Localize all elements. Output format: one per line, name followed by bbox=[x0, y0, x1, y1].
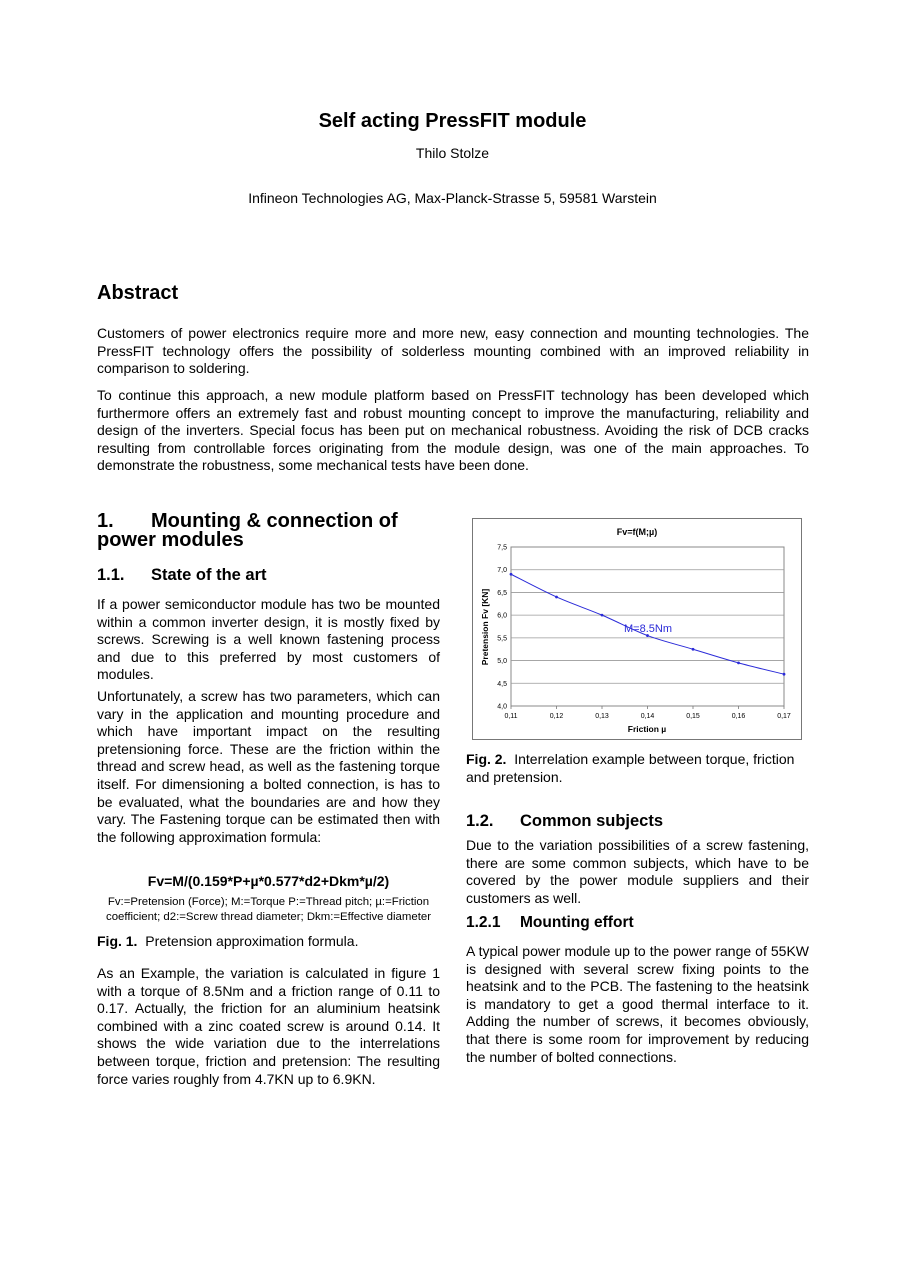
figure-2-chart-frame bbox=[472, 518, 802, 740]
author-name: Thilo Stolze bbox=[415, 145, 490, 161]
figure-2-label: Fig. 2. bbox=[466, 751, 507, 767]
section-1-2-paragraph-1: Due to the variation possibilities of a screw fastening, there are some common subjects, which have to be covered by the power module suppliers and their customers as well. bbox=[466, 837, 809, 906]
section-1-2-number: 1.2. bbox=[466, 812, 494, 830]
x-axis-tick-labels bbox=[504, 706, 790, 720]
series-annotation: M=8.5Nm bbox=[624, 623, 672, 635]
x-tick-label: 0,16 bbox=[731, 713, 746, 720]
figure-2-chart bbox=[473, 519, 801, 739]
data-point bbox=[692, 648, 695, 651]
y-tick-label: 4,5 bbox=[497, 680, 507, 688]
section-1-2-title: Common subjects bbox=[520, 812, 664, 830]
x-tick-label: 0,11 bbox=[504, 713, 518, 720]
figure-2-text: Interrelation example between torque, friction and pretension. bbox=[466, 751, 795, 785]
figure-1-text: Pretension approximation formula. bbox=[145, 933, 359, 949]
paper-title: Self acting PressFIT module bbox=[318, 110, 587, 132]
x-tick-label: 0,13 bbox=[595, 713, 609, 720]
section-1-1-paragraph-2: Unfortunately, a screw has two parameters, which can vary in the application and mounting procedure and which have important impact on the resulting pretensioning force. These are the friction within the thread and screw head, as well as the fastening torque itself. For dimensioning a bolted connection, is has to be evaluated, what the boundaries are and how they vary. The Fastening torque can be estimated then with the following approximation formula: bbox=[97, 688, 440, 845]
abstract-paragraph-2: To continue this approach, a new module platform based on PressFIT technology has been developed which furthermore offers an extremely fast and robust mounting concept to improve the manufacturing, reliability and design of the inverters. Special focus has been put on mechanical robustness. Avoiding the risk of DCB cracks resulting from controllable forces originating from the module design, was one of the main approaches. To demonstrate the robustness, some mechanical tests have been done. bbox=[97, 387, 809, 474]
affiliation: Infineon Technologies AG, Max-Planck-Strasse 5, 59581 Warstein bbox=[248, 190, 657, 206]
section-1-title-line-2: power modules bbox=[97, 529, 244, 551]
section-1-heading bbox=[97, 512, 440, 550]
section-1-2-heading bbox=[466, 812, 809, 831]
figure-1-label: Fig. 1. bbox=[97, 933, 138, 949]
section-1-2-1-title: Mounting effort bbox=[520, 914, 634, 931]
section-1-1-title: State of the art bbox=[151, 566, 267, 584]
section-1-2-1-heading bbox=[466, 914, 809, 932]
section-1-1-paragraph-3: As an Example, the variation is calculated in figure 1 with a torque of 8.5Nm and a friction range of 0.11 to 0.17. Actually, the friction for an aluminium heatsink combined with a zinc coated screw is around 0.14. It shows the wide variation due to the interrelations between torque, friction and pretension: The resulting force varies roughly from 4.7KN up to 6.9KN. bbox=[97, 965, 440, 1087]
y-tick-label: 4,0 bbox=[497, 703, 507, 711]
y-tick-label: 5,0 bbox=[497, 658, 507, 666]
figure-1-caption bbox=[97, 933, 440, 951]
section-1-2-1-paragraph-1: A typical power module up to the power range of 55KW is designed with several screw fixing points to the heatsink and to the PCB. The fastening to the heatsink is mandatory to get a good thermal interface to it. Adding the number of screws, it becomes obviously, that there is some room for improvement by reducing the number of bolted connections. bbox=[466, 943, 809, 1065]
data-point bbox=[601, 614, 604, 617]
y-tick-label: 6,5 bbox=[497, 589, 507, 597]
data-point bbox=[783, 673, 786, 676]
section-1-1-paragraph-1: If a power semiconductor module has two be mounted within a common inverter design, it is mostly fixed by screws. Screwing is a well known fastening process and due to this preferred by most customers of modules. bbox=[97, 596, 440, 683]
section-1-1-number: 1.1. bbox=[97, 566, 125, 584]
abstract-paragraph-1: Customers of power electronics require more and more new, easy connection and mounting technologies. The PressFIT technology offers the possibility of solderless mounting combined with an improved reliability in comparison to soldering. bbox=[97, 325, 809, 377]
pretension-formula: Fv=M/(0.159*P+µ*0.577*d2+Dkm*µ/2) bbox=[147, 873, 390, 889]
data-point bbox=[555, 596, 558, 599]
x-axis-label: Friction µ bbox=[627, 724, 667, 734]
formula-description: Fv:=Pretension (Force); M:=Torque P:=Thread pitch; µ:=Friction coefficient; d2:=Screw thread diameter; Dkm:=Effective diameter bbox=[106, 896, 431, 923]
x-tick-label: 0,14 bbox=[640, 713, 655, 720]
section-1-title-line-1: Mounting & connection of bbox=[151, 510, 398, 532]
section-1-1-heading bbox=[97, 566, 440, 585]
figure-2-caption bbox=[466, 751, 809, 786]
abstract-heading: Abstract bbox=[97, 282, 179, 304]
y-axis-label: Pretension Fv [KN] bbox=[480, 588, 490, 666]
x-tick-label: 0,12 bbox=[549, 713, 564, 720]
x-tick-label: 0,17 bbox=[777, 713, 791, 720]
y-tick-label: 7,0 bbox=[497, 567, 507, 575]
y-tick-label: 6,0 bbox=[497, 612, 507, 620]
data-point bbox=[737, 661, 740, 664]
section-1-2-1-number: 1.2.1 bbox=[466, 914, 501, 931]
chart-title: Fv=f(M;µ) bbox=[616, 527, 658, 537]
section-1-number: 1. bbox=[97, 510, 114, 532]
y-tick-label: 7,5 bbox=[497, 544, 507, 552]
x-tick-label: 0,15 bbox=[686, 713, 700, 720]
y-axis-tick-labels bbox=[497, 545, 507, 711]
data-point bbox=[510, 573, 513, 576]
y-tick-label: 5,5 bbox=[497, 635, 507, 643]
